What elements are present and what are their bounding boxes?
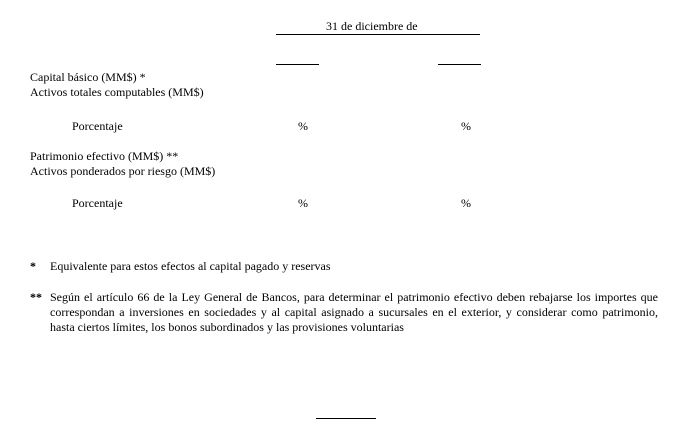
- footnote-1-text: Equivalente para estos efectos al capital pagado y reservas: [50, 259, 331, 273]
- percent-col1-row2: %: [298, 196, 308, 210]
- porcentaje-label-2: Porcentaje: [72, 196, 123, 210]
- percent-col2-row1: %: [461, 119, 471, 133]
- footnote-2-mark: **: [30, 290, 42, 304]
- activos-ponderados-label: Activos ponderados por riesgo (MM$): [30, 164, 216, 178]
- footnote-2-text: Según el artículo 66 de la Ley General de Bancos, para determinar el patrimonio efectivo deben rebajarse los importes que correspondan a inversiones en sociedades y al capital asignado a sucursales en el exterior, y considerar como patrimonio, hasta ciertos límites, los bonos subordinados y las provisiones voluntarias: [50, 290, 658, 334]
- patrimonio-efectivo-label: Patrimonio efectivo (MM$) **: [30, 149, 179, 163]
- percent-col2-row2: %: [461, 196, 471, 210]
- date-header-rule: [276, 34, 480, 35]
- bottom-separator: [316, 418, 376, 419]
- activos-totales-label: Activos totales computables (MM$): [30, 85, 204, 99]
- date-header: 31 de diciembre de: [326, 19, 418, 33]
- percent-col1-row1: %: [298, 119, 308, 133]
- column-2-rule: [438, 64, 481, 65]
- column-1-rule: [276, 64, 319, 65]
- porcentaje-label-1: Porcentaje: [72, 119, 123, 133]
- capital-basico-label: Capital básico (MM$) *: [30, 70, 146, 84]
- footnote-1-mark: *: [30, 259, 36, 273]
